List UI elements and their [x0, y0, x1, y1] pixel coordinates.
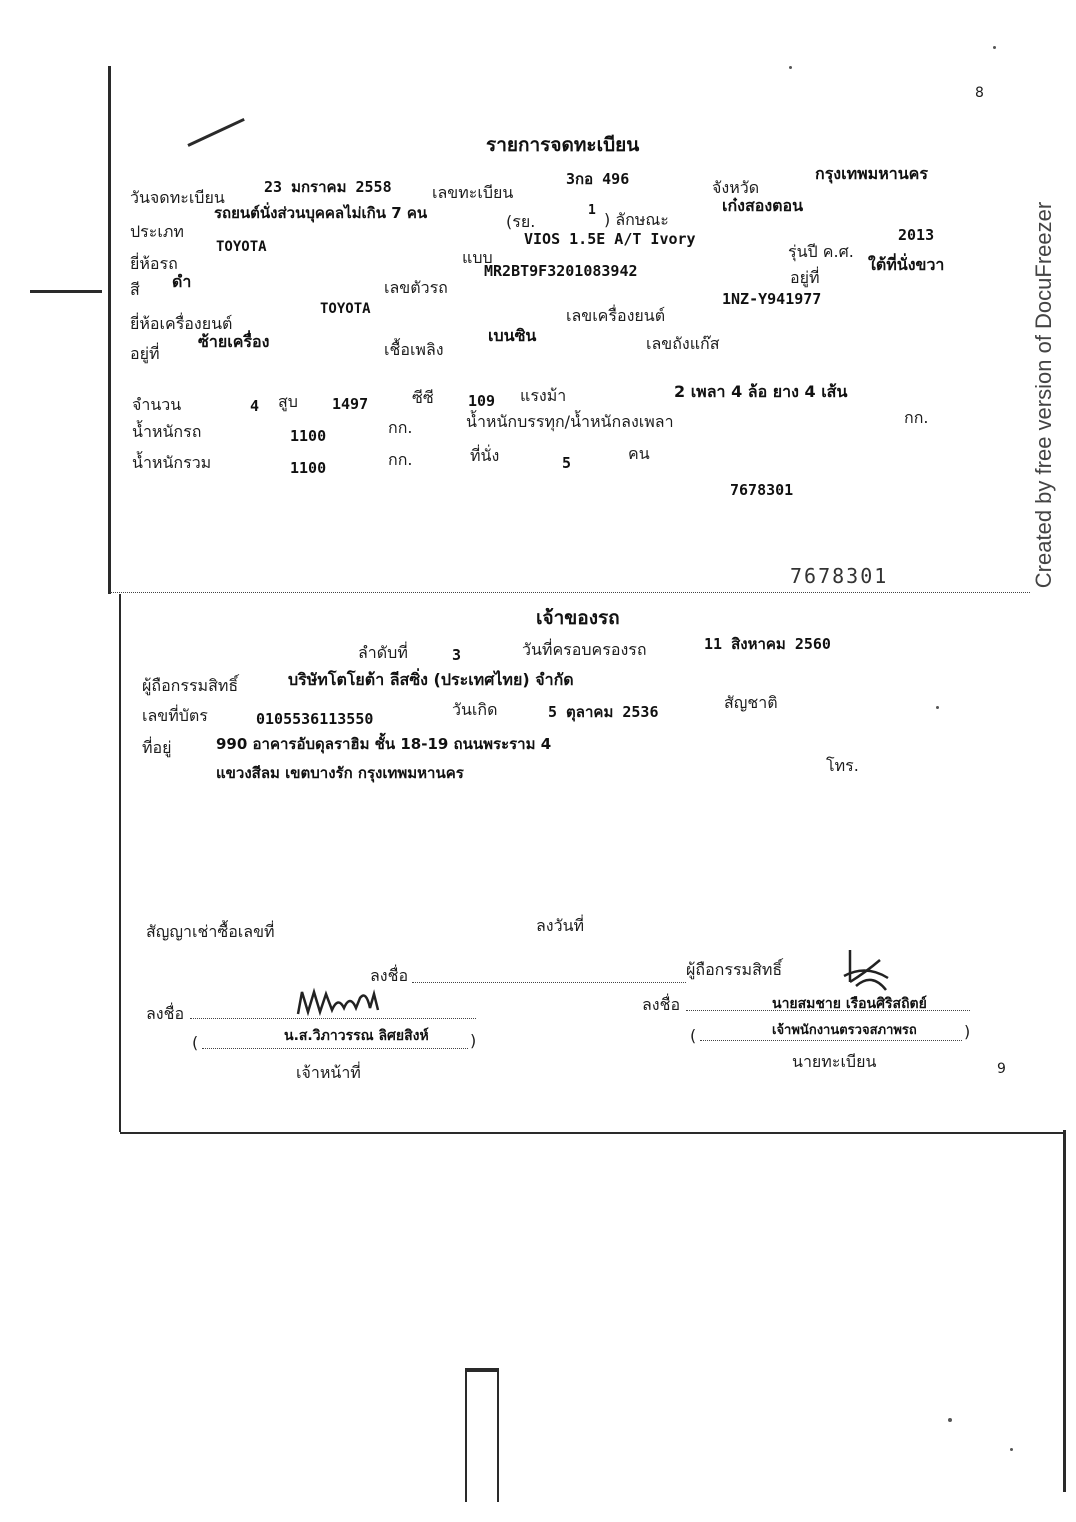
order-number: 3 [452, 646, 462, 664]
ry-label: (รย. [506, 212, 536, 231]
gross-weight-unit: กก. [388, 450, 413, 469]
holder-signature [836, 942, 896, 996]
load-label: น้ำหนักบรรทุก/น้ำหนักลงเพลา [466, 412, 674, 431]
registrar-role: นายทะเบียน [792, 1052, 877, 1071]
registration-heading: รายการจดทะเบียน [486, 134, 640, 156]
persons-label: คน [628, 444, 650, 463]
holder-role: ผู้ถือกรรมสิทธิ์ [686, 960, 783, 979]
phone-label: โทร. [826, 756, 859, 775]
model-label: แบบ [462, 248, 493, 267]
vehicle-type: รถยนต์นั่งส่วนบุคคลไม่เกิน 7 คน [214, 204, 428, 222]
cylinders: 4 [250, 397, 260, 415]
engine-cc: 1497 [332, 395, 369, 413]
engine-number-label: เลขเครื่องยนต์ [566, 306, 666, 325]
officer-role: เจ้าหน้าที่ [296, 1063, 361, 1082]
chassis-location-label: อยู่ที่ [790, 268, 820, 287]
stub-right [497, 1370, 499, 1502]
holder-name: บริษัทโตโยต้า ลีสซิ่ง (ประเทศไทย) จำกัด [288, 670, 574, 689]
province: กรุงเทพมหานคร [815, 164, 928, 183]
model-year-label: รุ่นปี ค.ศ. [788, 242, 854, 261]
weight-unit: กก. [388, 418, 413, 437]
registrar-paren-open: ( [690, 1026, 697, 1045]
address-line1: 990 อาคารอับดุลราฮิม ชั้น 18-19 ถนนพระราม 4 [216, 735, 552, 753]
page-number-top: 8 [975, 85, 984, 101]
province-label: จังหวัด [712, 178, 760, 197]
brand: TOYOTA [216, 239, 267, 255]
left-border-line-lower [119, 594, 121, 1132]
sign-date-label: ลงวันที่ [536, 916, 585, 935]
speck [948, 1418, 952, 1422]
bottom-border-line [120, 1132, 1065, 1134]
horsepower: 109 [468, 392, 496, 410]
model: VIOS 1.5E A/T Ivory [524, 230, 696, 248]
speck [936, 706, 939, 709]
pen-stroke [187, 118, 244, 147]
plate-label: เลขทะเบียน [432, 183, 514, 202]
holder-label: ผู้ถือกรรมสิทธิ์ [142, 676, 239, 695]
ry-value: 1 [588, 203, 596, 218]
engine-number: 1NZ-Y941977 [722, 290, 822, 308]
chassis-location: ใต้ที่นั่งขวา [868, 255, 945, 274]
speck [789, 66, 792, 69]
officer-signature [294, 986, 384, 1020]
load-unit: กก. [904, 408, 929, 427]
section-divider [110, 592, 1030, 593]
owner-heading: เจ้าของรถ [536, 607, 620, 629]
engine-location-label: อยู่ที่ [130, 344, 160, 363]
registrar-title: เจ้าพนักงานตรวจสภาพรถ [772, 1023, 917, 1038]
officer-paren-open: ( [192, 1033, 199, 1052]
count-label: จำนวน [132, 395, 182, 414]
gross-weight-label: น้ำหนักรวม [132, 453, 212, 472]
plate-number: 3กอ 496 [566, 170, 630, 188]
officer-sign-line [190, 1018, 476, 1019]
officer-name: น.ส.วิภาวรรณ ลิศยสิงห์ [284, 1028, 429, 1044]
color-label: สี [130, 280, 140, 299]
seats: 5 [562, 454, 572, 472]
card-number: 0105536113550 [256, 710, 374, 728]
card-number-label: เลขที่บัตร [142, 706, 208, 725]
left-border-line [108, 66, 111, 594]
serial-stamp: 7678301 [790, 564, 889, 588]
officer-name-line [202, 1048, 468, 1049]
order-label: ลำดับที่ [358, 643, 408, 662]
engine-brand-label: ยี่ห้อเครื่องยนต์ [130, 314, 233, 333]
holder-sign-line [412, 982, 686, 983]
cylinders-label: สูบ [278, 392, 298, 411]
possession-label: วันที่ครอบครองรถ [522, 640, 647, 659]
stub-left [465, 1368, 467, 1502]
gross-weight: 1100 [290, 459, 327, 477]
stub-top [465, 1368, 499, 1372]
holder-sign-label: ลงชื่อ [370, 966, 409, 985]
address-label: ที่อยู่ [142, 738, 172, 757]
weight: 1100 [290, 427, 327, 445]
registrar-title-line [700, 1040, 962, 1041]
ry-close-label: ) ลักษณะ [604, 210, 669, 229]
chassis-number: MR2BT9F3201083942 [484, 262, 638, 280]
seats-label: ที่นั่ง [470, 446, 500, 465]
officer-paren-close: ) [470, 1031, 477, 1050]
cc-label: ซีซี [412, 388, 434, 407]
type-label: ประเภท [130, 222, 184, 241]
possession-date: 11 สิงหาคม 2560 [704, 635, 831, 653]
watermark: Created by free version of DocuFreezer [1031, 201, 1056, 589]
nationality-label: สัญชาติ [724, 693, 778, 712]
body-style: เก๋งสองตอน [722, 196, 804, 215]
right-border-line [1063, 1130, 1066, 1492]
gas-tank-label: เลขถังแก๊ส [646, 334, 720, 353]
engine-brand: TOYOTA [320, 301, 371, 317]
brand-label: ยี่ห้อรถ [130, 254, 178, 273]
registrar-name: นายสมชาย เรือนศิริสถิตย์ [772, 996, 927, 1012]
lease-contract-label: สัญญาเช่าซื้อเลขที่ [146, 922, 275, 941]
color: ดำ [172, 272, 192, 291]
fuel: เบนซิน [488, 326, 537, 345]
fuel-label: เชื้อเพลิง [384, 340, 444, 359]
horsepower-label: แรงม้า [520, 386, 567, 405]
speck [1010, 1448, 1013, 1451]
speck [993, 46, 996, 49]
weight-label: น้ำหนักรถ [132, 422, 202, 441]
reg-date: 23 มกราคม 2558 [264, 178, 392, 196]
officer-sign-label: ลงชื่อ [146, 1004, 185, 1023]
serial-number: 7678301 [730, 481, 794, 499]
registrar-paren-close: ) [964, 1022, 971, 1041]
axles-wheels: 2 เพลา 4 ล้อ ยาง 4 เส้น [674, 382, 848, 401]
model-year: 2013 [898, 226, 935, 244]
scan-mark-left [30, 290, 102, 293]
page-number-bottom: 9 [997, 1061, 1006, 1077]
address-line2: แขวงสีลม เขตบางรัก กรุงเทพมหานคร [216, 764, 464, 782]
birth-date: 5 ตุลาคม 2536 [548, 703, 659, 721]
registrar-sign-label: ลงชื่อ [642, 995, 681, 1014]
engine-location: ซ้ายเครื่อง [198, 332, 270, 351]
birth-date-label: วันเกิด [452, 700, 498, 719]
chassis-label: เลขตัวรถ [384, 278, 448, 297]
reg-date-label: วันจดทะเบียน [130, 188, 225, 207]
